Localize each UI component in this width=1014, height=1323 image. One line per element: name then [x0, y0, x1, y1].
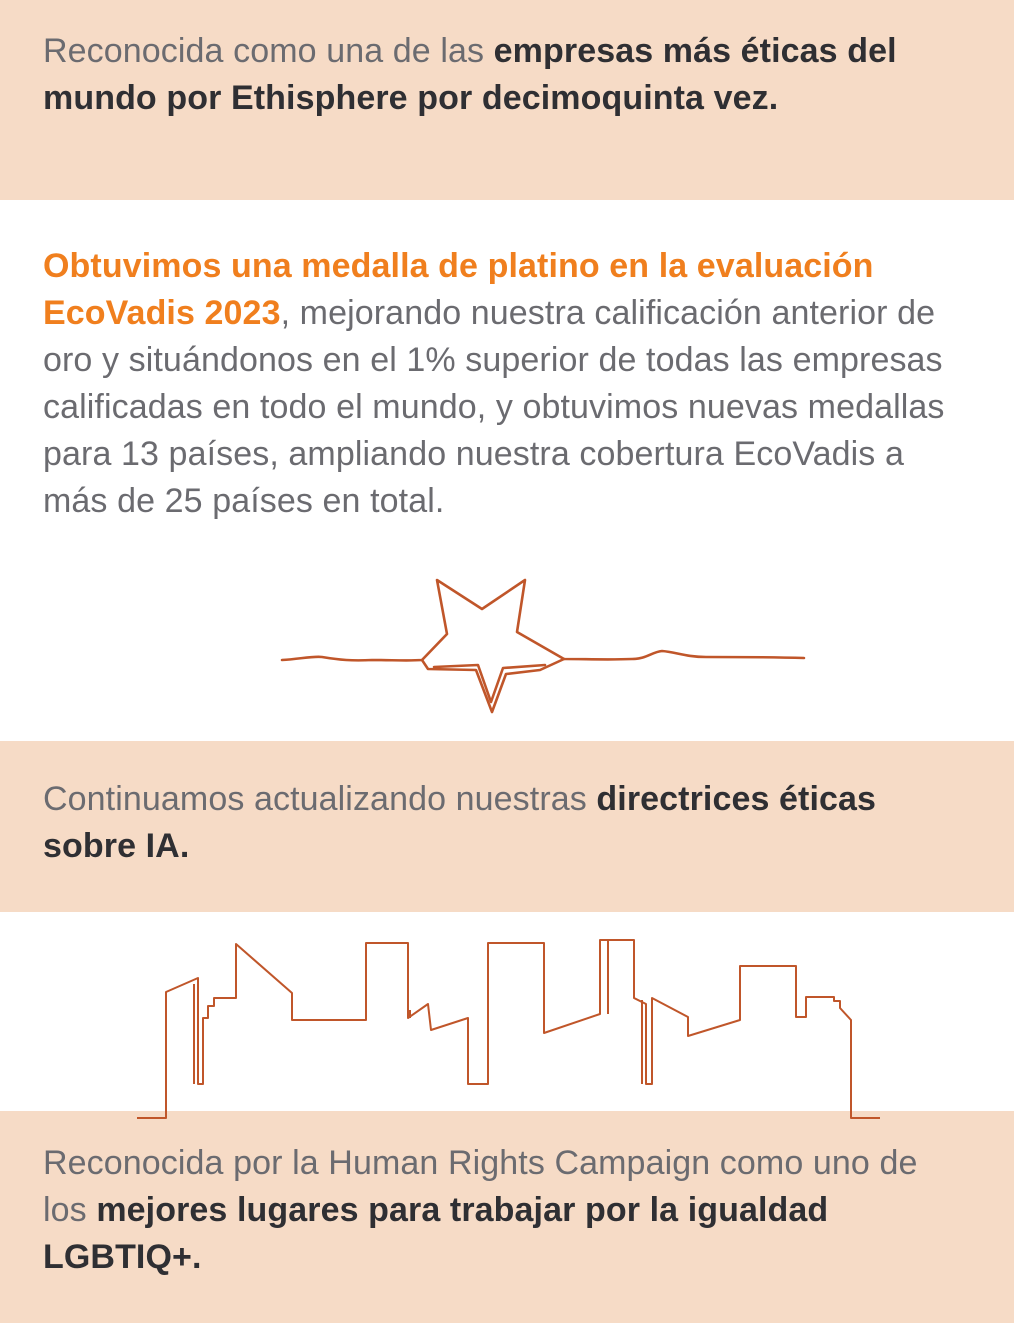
ethisphere-text-regular: Reconocida como una de las — [43, 32, 494, 70]
hrc-text-regular: Reconocida por la Human Rights Campaign como uno de los — [43, 1144, 918, 1229]
ai-ethics-text-bold: directrices éticas sobre IA. — [43, 780, 877, 865]
hrc-statement — [43, 1140, 963, 1281]
ethisphere-text-bold: empresas más éticas del mundo por Ethisphere por decimoquinta vez. — [43, 32, 897, 117]
hrc-text-bold: mejores lugares para trabajar por la igualdad LGBTIQ+. — [43, 1191, 829, 1276]
ecovadis-text-regular: , mejorando nuestra calificación anterior de oro y situándonos en el 1% superior de todas las empresas calificadas en todo el mundo, y obtuvimos nuevas medallas para 13 países, ampliando nuestra cobertura EcoVadis a más de 25 países en total. — [43, 294, 945, 520]
ai-ethics-text-regular: Continuamos actualizando nuestras — [43, 780, 597, 818]
ecovadis-text-accent: Obtuvimos una medalla de platino en la evaluación EcoVadis 2023 — [43, 247, 874, 332]
